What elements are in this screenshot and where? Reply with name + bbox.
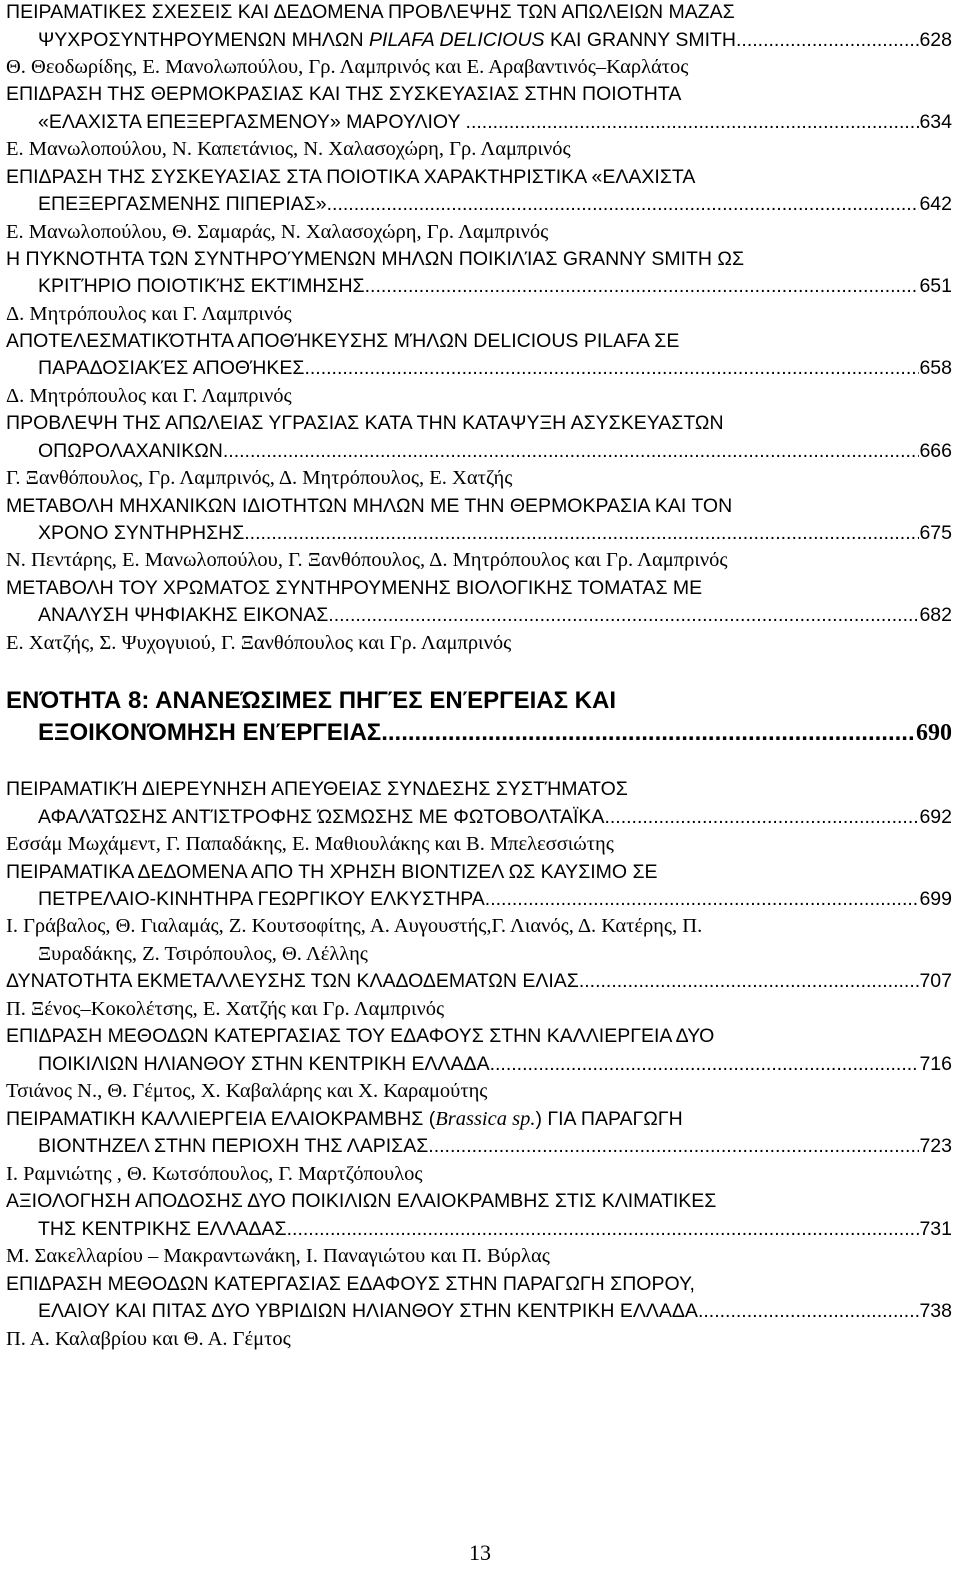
toc-entry-title (38, 356, 952, 380)
toc-entry-authors: Ι. Ραμνιώτης , Θ. Κωτσόπουλος, Γ. Μαρτζόπουλος (6, 1163, 423, 1185)
toc-entry-title: ΠΕΙΡΑΜΑΤΙΚΕΣ ΣΧΕΣΕΙΣ ΚΑΙ ΔΕΔΟΜΕΝΑ ΠΡΟΒΛΕΨΗΣ ΤΩΝ ΑΠΩΛΕΙΩΝ ΜΑΖΑΣ (6, 1, 735, 23)
leader-dots (736, 28, 919, 52)
toc-entry-authors: Θ. Θεοδωρίδης, Ε. Μανολωπούλου, Γρ. Λαμπρινός και Ε. Αραβαντινός–Καρλάτος (6, 56, 689, 78)
toc-entry-title: ΜΕΤΑΒΟΛΗ ΜΗΧΑΝΙΚΩΝ ΙΔΙΟΤΗΤΩΝ ΜΗΛΩΝ ΜΕ ΤΗΝ ΘΕΡΜΟΚΡΑΣΙΑ ΚΑΙ ΤΟΝ (6, 495, 733, 517)
page-ref: 651 (919, 275, 952, 297)
toc-entry-title (38, 192, 952, 216)
title-text: ΧΡΟΝΟ ΣΥΝΤΗΡΗΣΗΣ (38, 522, 245, 544)
leader-dots (244, 521, 919, 545)
page-ref: 690 (916, 720, 952, 746)
toc-entry-title (6, 1107, 683, 1131)
section-heading: ΕΝΌΤΗΤΑ 8: ΑΝΑΝΕΏΣΙΜΕΣ ΠΗΓΈΣ ΕΝΈΡΓΕΙΑΣ ΚΑΙ (6, 687, 616, 714)
toc-entry-title: ΜΕΤΑΒΟΛΗ ΤΟΥ ΧΡΩΜΑΤΟΣ ΣΥΝΤΗΡΟΥΜΕΝΗΣ ΒΙΟΛΟΓΙΚΗΣ ΤΟΜΑΤΑΣ ΜΕ (6, 577, 703, 599)
toc-entry-title: ΠΕΙΡΑΜΑΤΙΚΑ ΔΕΔΟΜΕΝΑ ΑΠΟ ΤΗ ΧΡΗΣΗ ΒΙΟΝΤΙΖΕΛ ΩΣ ΚΑΥΣΙΜΟ ΣΕ (6, 861, 658, 883)
toc-entry-title (38, 274, 952, 298)
toc-entry-authors: Ξυραδάκης, Ζ. Τσιρόπουλος, Θ. Λέλλης (38, 943, 368, 965)
toc-entry-authors: Π. Ξένος–Κοκολέτσης, Ε. Χατζής και Γρ. Λαμπρινός (6, 998, 445, 1020)
title-text: ΚΡΙΤΉΡΙΟ ΠΟΙΟΤΙΚΉΣ ΕΚΤΊΜΗΣΗΣ (38, 275, 365, 297)
toc-entry-title (38, 1217, 952, 1241)
toc-entry-authors: Δ. Μητρόπουλος και Γ. Λαμπρινός (6, 303, 292, 325)
page-ref: 699 (919, 888, 952, 910)
toc-entry-title (38, 603, 952, 627)
toc-entry-title: Η ΠΥΚΝΟΤΗΤΑ ΤΩΝ ΣΥΝΤΗΡΟΎΜΕΝΩΝ ΜΗΛΩΝ ΠΟΙΚΙΛΊΑΣ GRANNY SMITH ΩΣ (6, 248, 745, 270)
toc-entry-authors: Π. Α. Καλαβρίου και Θ. Α. Γέμτος (6, 1328, 291, 1350)
toc-entry-title (38, 805, 952, 829)
toc-entry-authors: Ε. Χατζής, Σ. Ψυχογυιού, Γ. Ξανθόπουλος και Γρ. Λαμπρινός (6, 632, 512, 654)
toc-entry-title: ΠΡΟΒΛΕΨΗ ΤΗΣ ΑΠΩΛΕΙΑΣ ΥΓΡΑΣΙΑΣ ΚΑΤΑ ΤΗΝ ΚΑΤΑΨΥΞΗ ΑΣΥΣΚΕΥΑΣΤΩΝ (6, 412, 724, 434)
title-text: ΒΙΟΝΤΗΖΕΛ ΣΤΗΝ ΠΕΡΙΟΧΗ ΤΗΣ ΛΑΡΙΣΑΣ (38, 1135, 429, 1157)
page-number: 13 (469, 1540, 491, 1565)
title-text: ΠΑΡΑΔΟΣΙΑΚΈΣ ΑΠΟΘΉΚΕΣ (38, 357, 305, 379)
page-ref: 716 (919, 1053, 952, 1075)
toc-entry-title (38, 1052, 952, 1076)
toc-entry-title (38, 887, 952, 911)
title-text: ΠΕΤΡΕΛΑΙΟ-ΚΙΝΗΤΗΡΑ ΓΕΩΡΓΙΚΟΥ ΕΛΚΥΣΤΗΡΑ (38, 888, 485, 910)
leader-dots (304, 356, 919, 380)
section-heading-text: ΕΞΟΙΚΟΝΌΜΗΣΗ ΕΝΈΡΓΕΙΑΣ (38, 719, 382, 746)
title-text: ΕΛΑΙΟΥ ΚΑΙ ΠΙΤΑΣ ΔΥΟ ΥΒΡΙΔΙΩΝ ΗΛΙΑΝΘΟΥ ΣΤΗΝ ΚΕΝΤΡΙΚΗ ΕΛΛΑΔΑ (38, 1300, 698, 1322)
title-italic-text: PILAFA DELICIOUS (369, 29, 545, 51)
toc-entry-title: ΕΠΙΔΡΑΣΗ ΤΗΣ ΘΕΡΜΟΚΡΑΣΙΑΣ ΚΑΙ ΤΗΣ ΣΥΣΚΕΥΑΣΙΑΣ ΣΤΗΝ ΠΟΙΟΤΗΤΑ (6, 83, 682, 105)
title-text: ΠΟΙΚΙΛΙΩΝ ΗΛΙΑΝΘΟΥ ΣΤΗΝ ΚΕΝΤΡΙΚΗ ΕΛΛΑΔΑ (38, 1053, 490, 1075)
leader-dots (287, 1217, 920, 1241)
page-ref: 707 (919, 970, 952, 992)
toc-entry-authors: Ι. Γράβαλος, Θ. Γιαλαμάς, Ζ. Κουτσοφίτης, Α. Αυγουστής,Γ. Λιανός, Δ. Κατέρης, Π. (6, 915, 703, 937)
toc-entry-title (38, 1299, 952, 1323)
leader-dots (698, 1299, 920, 1323)
page-ref: 738 (919, 1300, 952, 1322)
title-text: ) ΓΙΑ ΠΑΡΑΓΩΓΗ (535, 1108, 683, 1130)
leader-dots (365, 274, 920, 298)
title-text: ΚΑΙ GRANNY SMITH (544, 29, 736, 51)
toc-entry-authors: Μ. Σακελλαρίου – Μακραντωνάκη, Ι. Παναγιώτου και Π. Βύρλας (6, 1245, 550, 1267)
section-heading (38, 718, 952, 748)
page-ref: 723 (919, 1135, 952, 1157)
toc-entry-title (38, 1134, 952, 1158)
toc-entry-authors: Ε. Μανωλοπούλου, Ν. Καπετάνιος, Ν. Χαλασοχώρη, Γρ. Λαμπρινός (6, 138, 571, 160)
leader-dots (490, 1052, 920, 1076)
title-text: ΕΠΕΞΕΡΓΑΣΜΕΝΗΣ ΠΙΠΕΡΙΑΣ» (38, 193, 327, 215)
toc-entry-title: ΕΠΙΔΡΑΣΗ ΤΗΣ ΣΥΣΚΕΥΑΣΙΑΣ ΣΤΑ ΠΟΙΟΤΙΚΑ ΧΑΡΑΚΤΗΡΙΣΤΙΚΑ «ΕΛΑΧΙΣΤΑ (6, 166, 696, 188)
title-text: ΠΕΙΡΑΜΑΤΙΚΗ ΚΑΛΛΙΕΡΓΕΙΑ ΕΛΑΙΟΚΡΑΜΒΗΣ ( (6, 1108, 436, 1130)
toc-entry-authors: Δ. Μητρόπουλος και Γ. Λαμπρινός (6, 385, 292, 407)
page-ref: 634 (919, 111, 952, 133)
title-text: ΑΦΑΛΆΤΩΣΗΣ ΑΝΤΊΣΤΡΟΦΗΣ ΏΣΜΩΣΗΣ ΜΕ ΦΩΤΟΒΟΛΤΑΪΚΑ (38, 806, 605, 828)
page-ref: 682 (919, 604, 952, 626)
page-ref: 692 (919, 806, 952, 828)
title-text: ΔΥΝΑΤΟΤΗΤΑ ΕΚΜΕΤΑΛΛΕΥΣΗΣ ΤΩΝ ΚΛΑΔΟΔΕΜΑΤΩΝ ΕΛΙΑΣ (6, 970, 579, 992)
toc-entry-authors: Τσιάνος Ν., Θ. Γέμτος, Χ. Καβαλάρης και Χ. Καραμούτης (6, 1080, 488, 1102)
toc-entry-title: ΕΠΙΔΡΑΣΗ ΜΕΘΟΔΩΝ ΚΑΤΕΡΓΑΣΙΑΣ ΕΔΑΦΟΥΣ ΣΤΗΝ ΠΑΡΑΓΩΓΗ ΣΠΟΡΟΥ, (6, 1273, 695, 1295)
toc-entry-title (38, 521, 952, 545)
page-ref: 731 (919, 1218, 952, 1240)
title-text: ΟΠΩΡΟΛΑΧΑΝΙΚΩΝ (38, 440, 223, 462)
toc-entry-title (6, 969, 952, 993)
toc-entry-authors: Εσσάμ Μωχάμεντ, Γ. Παπαδάκης, Ε. Μαθιουλάκης και Β. Μπελεσσιώτης (6, 833, 614, 855)
page-ref: 666 (919, 440, 952, 462)
toc-entry-title: ΑΞΙΟΛΟΓΗΣΗ ΑΠΟΔΟΣΗΣ ΔΥΟ ΠΟΙΚΙΛΙΩΝ ΕΛΑΙΟΚΡΑΜΒΗΣ ΣΤΙΣ ΚΛΙΜΑΤΙΚΕΣ (6, 1190, 717, 1212)
page-ref: 642 (919, 193, 952, 215)
leader-dots (579, 969, 920, 993)
title-text: ΑΝΑΛΥΣΗ ΨΗΦΙΑΚΗΣ ΕΙΚΟΝΑΣ (38, 604, 329, 626)
leader-dots (223, 439, 920, 463)
leader-dots (328, 603, 919, 627)
toc-entry-title: ΑΠΟΤΕΛΕΣΜΑΤΙΚΌΤΗΤΑ ΑΠΟΘΉΚΕΥΣΗΣ ΜΉΛΩΝ DELICIOUS PILAFA ΣΕ (6, 330, 680, 352)
leader-dots (471, 110, 920, 134)
toc-entry-title: ΠΕΙΡΑΜΑΤΙΚΉ ΔΙΕΡΕΥΝΗΣΗ ΑΠΕΥΘΕΙΑΣ ΣΥΝΔΕΣΗΣ ΣΥΣΤΉΜΑΤΟΣ (6, 778, 628, 800)
toc-entry-authors: Ε. Μανωλοπούλου, Θ. Σαμαράς, Ν. Χαλασοχώρη, Γρ. Λαμπρινός (6, 221, 549, 243)
leader-dots (428, 1134, 919, 1158)
leader-dots (485, 887, 920, 911)
toc-entry-authors: Ν. Πεντάρης, Ε. Μανωλοπούλου, Γ. Ξανθόπουλος, Δ. Μητρόπουλος και Γρ. Λαμπρινός (6, 549, 728, 571)
page-ref: 658 (919, 357, 952, 379)
title-text: ΨΥΧΡΟΣΥΝΤΗΡΟΥΜΕΝΩΝ ΜΗΛΩΝ (38, 29, 370, 51)
title-text: «ΕΛΑΧΙΣΤΑ ΕΠΕΞΕΡΓΑΣΜΕΝΟΥ» ΜΑΡΟΥΛΙΟΥ . (38, 111, 471, 133)
leader-dots (604, 805, 919, 829)
leader-dots (381, 718, 916, 748)
leader-dots (327, 192, 920, 216)
page-ref: 628 (919, 29, 952, 51)
toc-entry-title (38, 439, 952, 463)
toc-entry-authors: Γ. Ξανθόπουλος, Γρ. Λαμπρινός, Δ. Μητρόπουλος, Ε. Χατζής (6, 467, 513, 489)
toc-entry-title: ΕΠΙΔΡΑΣΗ ΜΕΘΟΔΩΝ ΚΑΤΕΡΓΑΣΙΑΣ ΤΟΥ ΕΔΑΦΟΥΣ ΣΤΗΝ ΚΑΛΛΙΕΡΓΕΙΑ ΔΥΟ (6, 1025, 715, 1047)
page-ref: 675 (919, 522, 952, 544)
title-text: ΤΗΣ ΚΕΝΤΡΙΚΗΣ ΕΛΛΑΔΑΣ (38, 1218, 287, 1240)
toc-entry-title (38, 28, 952, 52)
toc-entry-title (38, 110, 952, 134)
title-italic-text: Brassica sp. (435, 1108, 536, 1130)
